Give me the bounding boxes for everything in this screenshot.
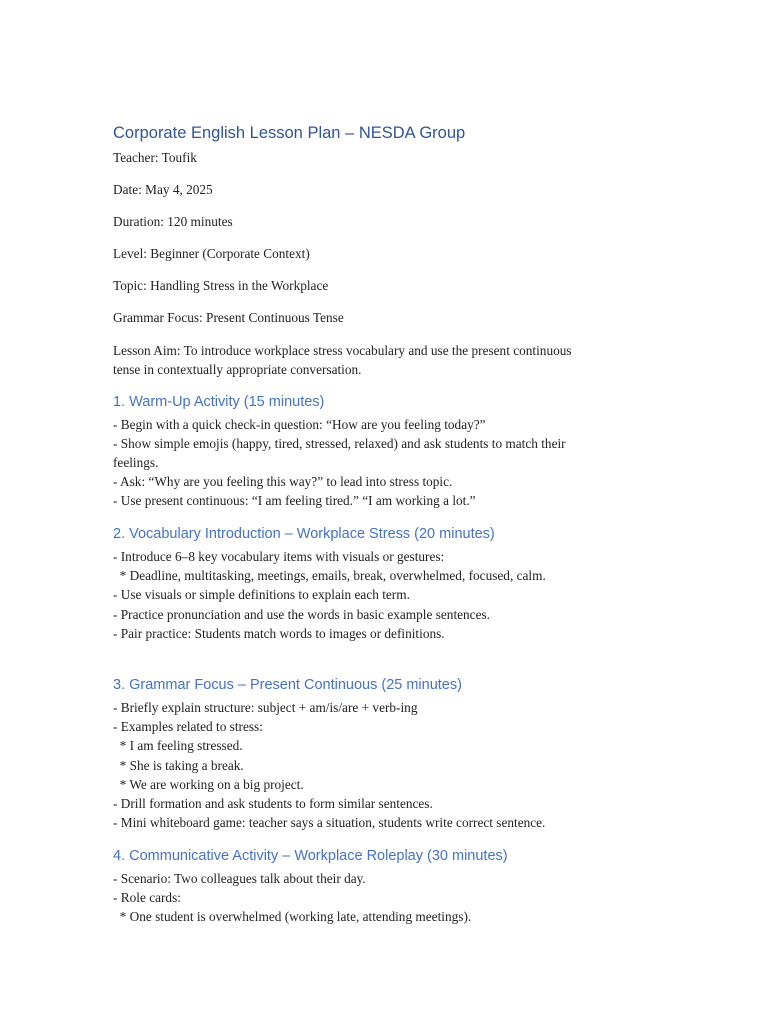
date-line: Date: May 4, 2025 [113, 182, 213, 197]
teacher-line: Teacher: Toufik [113, 150, 197, 165]
lesson-aim-line: Lesson Aim: To introduce workplace stress vocabulary and use the present continuous [113, 343, 572, 358]
list-item: - Use visuals or simple definitions to explain each term. [113, 587, 410, 602]
section-heading: 2. Vocabulary Introduction – Workplace Stress (20 minutes) [113, 526, 495, 542]
section-heading: 4. Communicative Activity – Workplace Roleplay (30 minutes) [113, 848, 508, 864]
section-heading: 1. Warm-Up Activity (15 minutes) [113, 394, 325, 410]
list-item: - Briefly explain structure: subject + am/is/are + verb-ing [113, 700, 418, 715]
lesson-aim-line: tense in contextually appropriate conversation. [113, 362, 362, 377]
list-item: * She is taking a break. [113, 758, 244, 773]
list-item: - Practice pronunciation and use the words in basic example sentences. [113, 607, 490, 622]
duration-line: Duration: 120 minutes [113, 214, 233, 229]
list-item: * Deadline, multitasking, meetings, emails, break, overwhelmed, focused, calm. [113, 568, 546, 583]
list-item: - Introduce 6–8 key vocabulary items with visuals or gestures: [113, 549, 445, 564]
list-item: - Mini whiteboard game: teacher says a situation, students write correct sentence. [113, 815, 546, 830]
list-item: - Begin with a quick check-in question: “How are you feeling today?” [113, 417, 486, 432]
list-item: - Role cards: [113, 890, 181, 905]
topic-line: Topic: Handling Stress in the Workplace [113, 278, 329, 293]
list-item: - Ask: “Why are you feeling this way?” to lead into stress topic. [113, 474, 453, 489]
level-line: Level: Beginner (Corporate Context) [113, 246, 310, 261]
list-item: * We are working on a big project. [113, 777, 304, 792]
document-title: Corporate English Lesson Plan – NESDA Group [113, 124, 466, 142]
list-item: - Scenario: Two colleagues talk about their day. [113, 871, 366, 886]
list-item: - Examples related to stress: [113, 719, 263, 734]
list-item: * One student is overwhelmed (working late, attending meetings). [113, 909, 472, 924]
list-item: * I am feeling stressed. [113, 738, 243, 753]
list-item: - Use present continuous: “I am feeling tired.” “I am working a lot.” [113, 493, 476, 508]
grammar-focus-line: Grammar Focus: Present Continuous Tense [113, 310, 344, 325]
section-heading: 3. Grammar Focus – Present Continuous (25 minutes) [113, 677, 462, 693]
list-item: - Pair practice: Students match words to images or definitions. [113, 626, 445, 641]
list-item: feelings. [113, 455, 159, 470]
list-item: - Drill formation and ask students to form similar sentences. [113, 796, 433, 811]
list-item: - Show simple emojis (happy, tired, stressed, relaxed) and ask students to match their [113, 436, 566, 451]
